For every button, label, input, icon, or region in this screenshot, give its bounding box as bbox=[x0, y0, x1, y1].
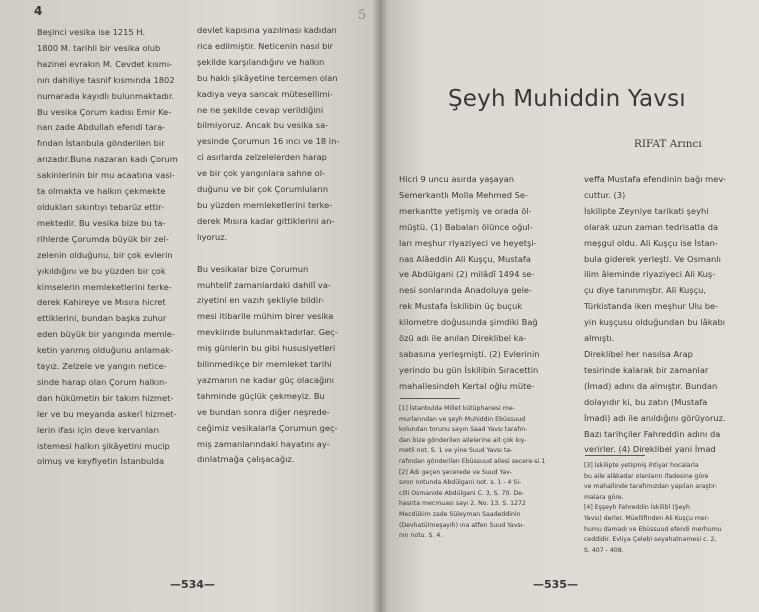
text-line: Bu vesika Çorum kadısı Emir Ke- bbox=[37, 106, 172, 117]
text-line: zelenin olduğunu, bir çok evlerin bbox=[37, 249, 173, 260]
footnote-line: Mecdükim zade Süleyman Saadeddinin bbox=[399, 510, 521, 518]
text-line: ci asırlarda zelzelelerden harap bbox=[197, 152, 327, 163]
footnote-line: humu damadı ve Ebüssuud efendi merhumu bbox=[584, 525, 722, 533]
text-line: cuttur. (3) bbox=[584, 189, 626, 200]
footnote-line: rafından gönderilen Ebüssuud ailesi secere-si.1 bbox=[399, 457, 546, 465]
footnote-line: metli not. S. 1 ve yine Suud Yavsı ta- bbox=[399, 447, 513, 455]
left-page-column-1 bbox=[37, 25, 188, 470]
text-line: kilometre doğusunda şimdiki Bağ bbox=[399, 317, 538, 328]
text-line: veffa Mustafa efendinin bağı mev- bbox=[584, 174, 727, 184]
text-line: yıkıldığını ve bu yüzden bir çok bbox=[37, 265, 166, 276]
book-gutter bbox=[372, 0, 388, 612]
text-line: yin kuşçusu olduğundan bu lâkabı bbox=[584, 317, 726, 328]
text-line: merkantte yetişmiş ve orada öl- bbox=[399, 205, 532, 216]
text-line: müştü. (1) Babaları ölünce oğul- bbox=[399, 221, 533, 232]
text-line: ceğimiz vesikalarla Çorumun geç- bbox=[197, 422, 338, 433]
footnote-line: (Devhatülmeşayih) ına atfen Suud Yavsı- bbox=[399, 521, 525, 529]
text-line: derek Mısıra kadar gittiklerini an- bbox=[197, 215, 335, 226]
text-line: ve Abdülgani (2) milâdî 1494 se- bbox=[399, 269, 535, 280]
text-line: ler ve bu meyanda askerî hizmet- bbox=[37, 408, 177, 419]
text-line: lerin ifası için deve kervanları bbox=[37, 424, 160, 435]
text-line: numarada kayıdlı bulunmaktadır. bbox=[37, 90, 175, 101]
text-line: fından İstanbula gönderilen bir bbox=[37, 138, 165, 149]
text-line: derek Kahireye ve Mısıra hicret bbox=[37, 297, 166, 308]
text-line: eden büyük bir yangında memle- bbox=[37, 329, 175, 340]
left-page-footer-number: —534— bbox=[170, 578, 215, 591]
text-line: almıştı. bbox=[584, 333, 615, 344]
footnote-line: [2] Adı geçen şecerede ve Suud Yav- bbox=[399, 468, 513, 476]
footnote-line: [4] Eşşeyh Fahreddin İskilibî (Şeyh bbox=[584, 504, 690, 512]
text-line: dolayıdır ki, bu zatın (Mustafa bbox=[584, 396, 708, 407]
text-line: nesi sonlarında Anadoluya gele- bbox=[399, 285, 532, 296]
text-line: Türkistanda iken meşhur Ulu be- bbox=[584, 301, 719, 312]
text-line: mahallesindeh Kertal oğlu müte- bbox=[399, 380, 535, 391]
text-line: istemesi halkın şikâyetini mucip bbox=[37, 440, 170, 451]
text-line: mevkiinde bulunmaktadırlar. Geç- bbox=[197, 327, 338, 338]
left-page-column-2 bbox=[197, 23, 357, 468]
text-line: sakinlerinin bir mu acaatına vasi- bbox=[37, 170, 175, 181]
text-line: meşgul oldu. Ali Kuşçu ise İstan- bbox=[584, 237, 718, 248]
footnote-line: [1] İstanbulda Millet kütüphanesi me- bbox=[399, 405, 515, 412]
text-line: verirler. (4) Direklibel yani İmad bbox=[584, 444, 716, 455]
footnote-line: dan bize gönderilen ailelerine ait çok kıy- bbox=[399, 436, 527, 444]
text-line: İskilipte Zeyniye tarikati şeyhi bbox=[584, 205, 709, 216]
text-line: çu diye tanınmıştır. Ali Kuşçu, bbox=[584, 285, 707, 296]
text-line bbox=[197, 246, 357, 262]
text-line: arızadır.Buna nazaran kadı Çorum bbox=[37, 154, 178, 165]
footnote-rule-2 bbox=[585, 455, 645, 456]
footnote-line: murlarından ve şeyh Muhiddin Ebüssuud bbox=[399, 415, 526, 423]
right-page-column-1-notes bbox=[399, 404, 571, 542]
text-line: ve bir çok yangınlara sahne ol- bbox=[197, 168, 325, 179]
footnote-line: cilli Osmanide Abdülgani C. 3, S. 70. De- bbox=[399, 489, 525, 497]
text-line: dan hükümetin bir takım hizmet- bbox=[37, 392, 174, 403]
text-line: kimselerin memleketlerini terke- bbox=[37, 281, 172, 292]
text-line: rihlerde Çorumda büyük bir zel- bbox=[37, 233, 169, 244]
text-line: özü adı ile anılan Direklibel ka- bbox=[399, 333, 527, 344]
text-line: hazinei evrakın M. Cevdet kısmı- bbox=[37, 58, 173, 69]
right-page-column-1 bbox=[399, 172, 571, 395]
text-line: Hicri 9 uncu asırda yaşayan bbox=[399, 174, 514, 184]
text-line: Semerkantlı Molla Mehmed Se- bbox=[399, 189, 529, 200]
text-line: ne ne şekilde cevap verildiğini bbox=[197, 104, 324, 115]
footnote-line: kolundan torunu sayın Saad Yavsı tarafın- bbox=[399, 426, 528, 434]
text-line: tahminde güçlük çekmeyiz. Bu bbox=[197, 390, 325, 401]
text-line: sabasına yerleşmişti. (2) Evlerinin bbox=[399, 348, 540, 359]
text-line: devlet kapısına yazılması kadıdan bbox=[197, 25, 337, 35]
text-line: bilmiyoruz. Ancak bu vesika sa- bbox=[197, 120, 329, 131]
text-line: miş zamanlarındaki hayatını ay- bbox=[197, 438, 330, 449]
text-line: dınlatmağa çalışacağız. bbox=[197, 454, 295, 465]
right-page bbox=[380, 0, 759, 612]
text-line: yesinde Çorumun 16 ıncı ve 18 in- bbox=[197, 136, 340, 147]
footnote-line: bu aile alâkadar olanların ifadesine göre bbox=[584, 472, 709, 480]
text-line: kadıya veya sancak mütesellimi- bbox=[197, 88, 333, 99]
text-line: nas Alâeddin Ali Kuşçu, Mustafa bbox=[399, 253, 531, 264]
footnote-line: Yavsı) derler. Müellifinden Ali Kuşçu mer- bbox=[584, 514, 710, 522]
text-line: 1800 M. tarihli bir vesika olub bbox=[37, 42, 161, 53]
text-line: Beşinci vesika ise 1215 H. bbox=[37, 27, 146, 37]
text-line: bilinmedikçe bir memleket tarihi bbox=[197, 359, 332, 370]
text-line: oldukları sıkıntıyı tebarüz ettir- bbox=[37, 201, 165, 212]
text-line: rica edilmiştir. Neticenin nasıl bir bbox=[197, 40, 334, 51]
article-title: Şeyh Muhiddin Yavsı bbox=[448, 86, 686, 112]
text-line: bu haklı şikâyetine tercemen olan bbox=[197, 72, 338, 83]
text-line: yerindo bu gün İskilibin Sıracettin bbox=[399, 364, 539, 375]
text-line: duğunu ve bir çok Çorumluların bbox=[197, 184, 329, 195]
text-line: ziyetini en vazıh şekliyle bildir- bbox=[197, 295, 325, 306]
text-line: ta olmakta ve halkın çekmekte bbox=[37, 186, 166, 197]
text-line: bu yüzden memleketlerini terke- bbox=[197, 199, 333, 210]
right-page-footer-number: —535— bbox=[533, 578, 578, 591]
right-page-column-2 bbox=[584, 172, 752, 458]
text-line: rek Mustafa İskilibin üç buçuk bbox=[399, 301, 523, 312]
footnote-line: ve mahallinde tarafımızdan yapılan araştır- bbox=[584, 483, 718, 491]
text-line: ketin yanmış olduğunu anlamak- bbox=[37, 345, 173, 356]
footnote-line: ceddidir. Evliya Çelebi seyahatnamesi c. 2, bbox=[584, 536, 717, 544]
text-line: bula giderek yerleşti. Ve Osmanlı bbox=[584, 253, 721, 264]
footnote-line: hasnta mecmuası sayı 2. No. 13. S. 1272 bbox=[399, 500, 526, 508]
right-page-column-2-notes bbox=[584, 461, 752, 556]
text-line: Direklibel her nasılsa Arap bbox=[584, 348, 693, 359]
footnote-line: malara göre. bbox=[584, 493, 624, 501]
text-line: ettiklerini, bundan başka zuhur bbox=[37, 313, 167, 324]
text-line: muhtelif zamanlardaki dahilî va- bbox=[197, 279, 331, 290]
footnote-rule-1 bbox=[400, 398, 460, 399]
text-line: Bu vesikalar bize Çorumun bbox=[197, 263, 309, 274]
text-line: sinde harap olan Çorum halkın- bbox=[37, 376, 168, 387]
text-line: Bazı tarihçiler Fahreddin adını da bbox=[584, 428, 721, 439]
footnote-line: nın notu. S. 4. bbox=[399, 532, 443, 540]
text-line: olarak uzun zaman tedrisatla da bbox=[584, 221, 719, 232]
text-line: lıyoruz. bbox=[197, 231, 228, 242]
text-line: mesi itibarile mühim birer vesika bbox=[197, 311, 334, 322]
text-line: nın dahiliye tasnif kısmında 1802 bbox=[37, 74, 175, 85]
footnote-line: sının notunda Abdülgani not. s. 1 - 4 Si- bbox=[399, 479, 522, 487]
text-line: şekilde karşılandığını ve halkın bbox=[197, 56, 325, 67]
article-author: RIFAT Arıncı bbox=[634, 138, 702, 150]
text-line: olmuş ve keyfiyetin İstanbulda bbox=[37, 456, 165, 467]
text-line: ve bundan sonra diğer neşrede- bbox=[197, 406, 330, 417]
text-line: yazmanın ne kadar güç olacağını bbox=[197, 374, 335, 385]
text-line: tayız. Zelzele ve yangın netice- bbox=[37, 361, 167, 372]
right-page-top-mark: 5 bbox=[358, 8, 367, 23]
text-line: ilim âleminde riyaziyeci Ali Kuş- bbox=[584, 269, 716, 280]
text-line: mektedir. Bu vesika bize bu ta- bbox=[37, 217, 166, 228]
text-line: tesirinde kalarak bir zamanlar bbox=[584, 364, 709, 375]
text-line: miş günlerin bu gibi hususiyetleri bbox=[197, 343, 336, 354]
footnote-line: [3] İskilipte yetişmiş ihtiyar hocalarla bbox=[584, 462, 699, 469]
footnote-line: S. 407 - 408. bbox=[584, 546, 624, 554]
text-line: İmadi) adı ile anıldığını görüyoruz. bbox=[584, 412, 726, 423]
text-line: ları meşhur riyaziyeci ve heyetşi- bbox=[399, 237, 537, 248]
text-line: nan zade Abdullah efendi tara- bbox=[37, 122, 166, 133]
text-line: (İmad) adını da almıştır. Bundan bbox=[584, 380, 718, 391]
page-number-top: 4 bbox=[34, 4, 43, 18]
